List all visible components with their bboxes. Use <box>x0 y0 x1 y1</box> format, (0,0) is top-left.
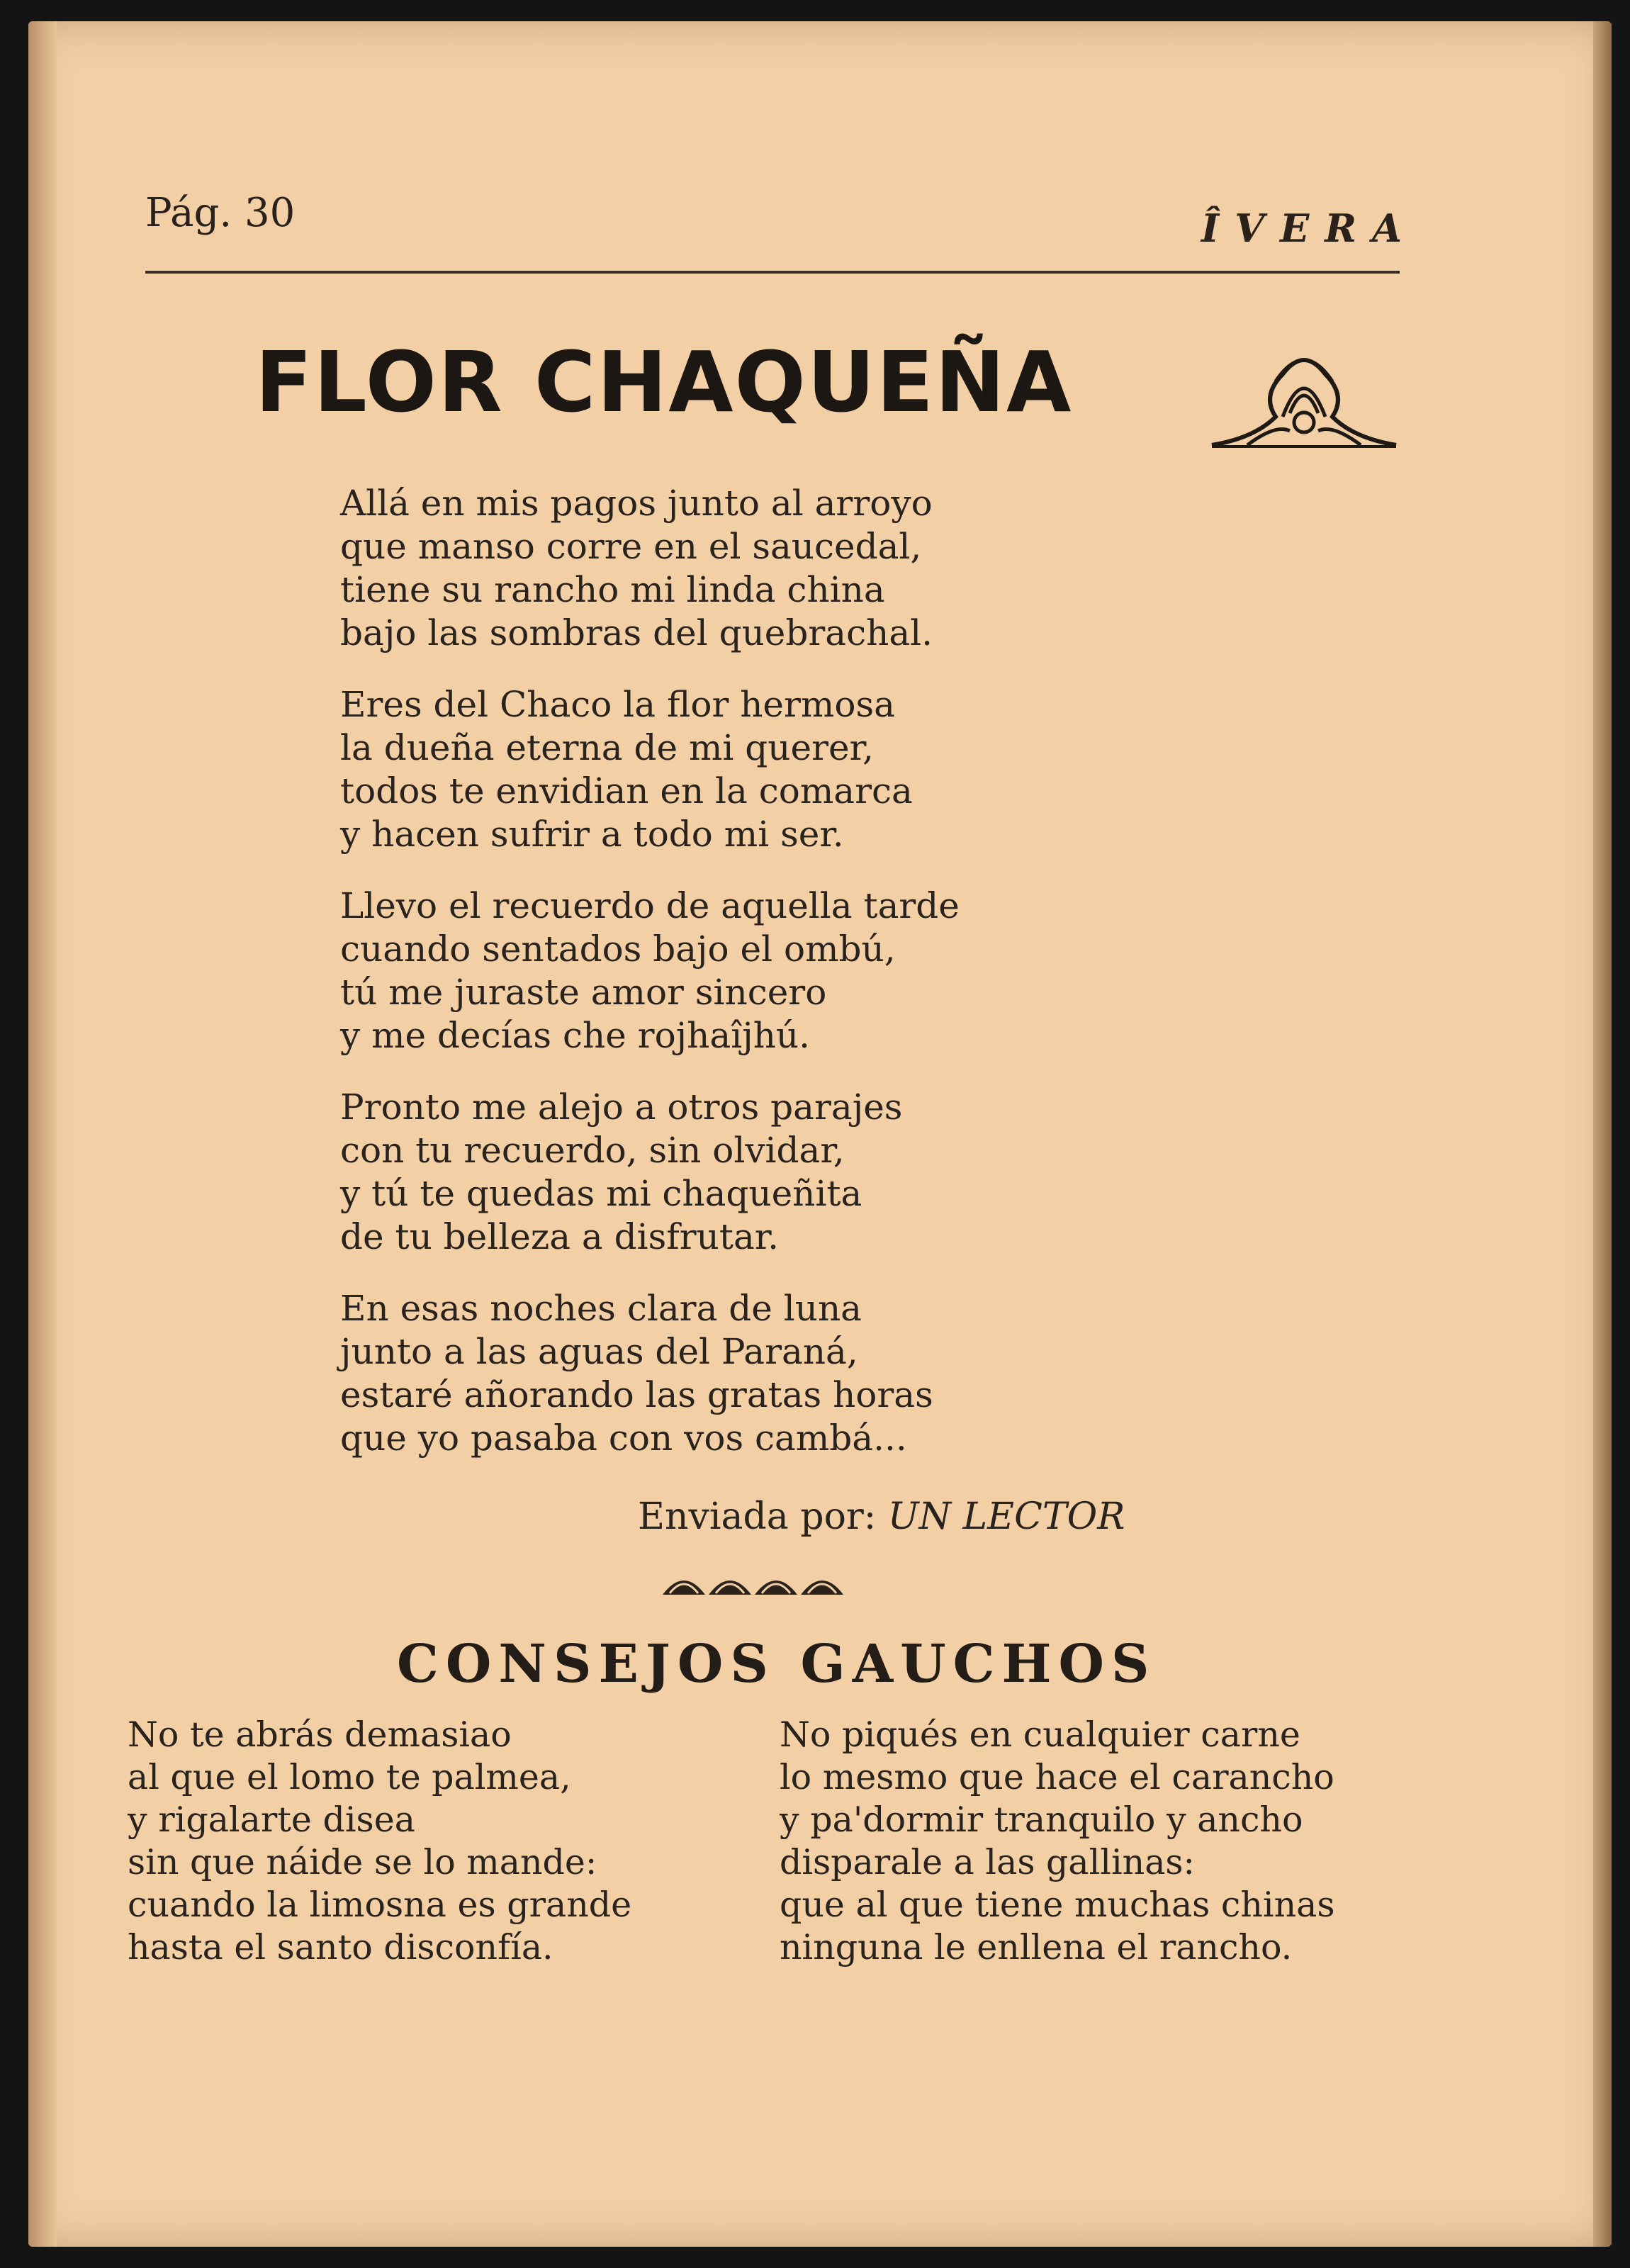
poem-line: la dueña eterna de mi querer, <box>340 727 874 768</box>
poem-line: con tu recuerdo, sin olvidar, <box>340 1130 845 1171</box>
verse-line: ninguna le enllena el rancho. <box>780 1927 1293 1967</box>
poem-line: cuando sentados bajo el ombú, <box>340 928 896 970</box>
poem-stanza <box>340 683 1106 856</box>
verse-line: sin que náide se lo mande: <box>128 1842 597 1882</box>
magazine-name: ÎVERA <box>1201 206 1417 251</box>
poem-line: bajo las sombras del quebrachal. <box>340 612 933 653</box>
poem-line: y me decías che rojhaîjhú. <box>340 1015 810 1056</box>
verse-line: al que el lomo te palmea, <box>128 1757 571 1797</box>
verse-line: que al que tiene muchas chinas <box>780 1885 1335 1925</box>
verse-line: No piqués en cualquier carne <box>780 1714 1300 1755</box>
poem-line: En esas noches clara de luna <box>340 1288 862 1329</box>
poem-stanza <box>340 1287 1106 1460</box>
verse-line: y pa'dormir tranquilo y ancho <box>780 1800 1303 1840</box>
header-rule <box>145 271 1400 274</box>
poem-line: que yo pasaba con vos cambá... <box>340 1418 907 1459</box>
poem-stanza <box>340 1086 1106 1259</box>
verse-column-right <box>780 1714 1335 1969</box>
section-title: CONSEJOS GAUCHOS <box>397 1634 1157 1695</box>
poem-line: junto a las aguas del Paraná, <box>340 1331 858 1372</box>
poem-title: FLOR CHAQUEÑA <box>255 333 1073 431</box>
verse-line: lo mesmo que hace el carancho <box>780 1757 1334 1797</box>
poem-line: de tu belleza a disfrutar. <box>340 1216 780 1257</box>
poem-line: Eres del Chaco la flor hermosa <box>340 684 895 725</box>
verse-column-left <box>128 1714 631 1969</box>
poem-line: que manso corre en el saucedal, <box>340 526 922 567</box>
page-left-edge <box>28 21 57 2247</box>
poem-line: Llevo el recuerdo de aquella tarde <box>340 885 960 926</box>
page-spine <box>1593 21 1612 2247</box>
credit-author: UN LECTOR <box>887 1495 1125 1538</box>
poem-line: tú me juraste amor sincero <box>340 972 827 1013</box>
fan-ornament-icon <box>1205 339 1403 452</box>
poem-line: estaré añorando las gratas horas <box>340 1374 933 1415</box>
poem-line: Allá en mis pagos junto al arroyo <box>340 483 933 524</box>
credit-label: Enviada por: <box>638 1495 877 1538</box>
poem-line: y hacen sufrir a todo mi ser. <box>340 814 844 855</box>
poem-stanza <box>340 482 1106 655</box>
scallop-divider-icon <box>659 1566 850 1598</box>
poem-line: y tú te quedas mi chaqueñita <box>340 1173 862 1214</box>
poem-stanza <box>340 885 1106 1057</box>
verse-line: No te abrás demasiao <box>128 1714 512 1755</box>
verse-line: cuando la limosna es grande <box>128 1885 632 1925</box>
verse-line: hasta el santo disconfía. <box>128 1927 553 1967</box>
poem-line: todos te envidian en la comarca <box>340 770 913 812</box>
verse-line: y rigalarte disea <box>128 1800 415 1840</box>
verse-line: disparale a las gallinas: <box>780 1842 1196 1882</box>
page-number: Pág. 30 <box>145 190 296 236</box>
poem-credit <box>638 1495 1125 1538</box>
poem-body <box>340 482 1106 1488</box>
poem-line: tiene su rancho mi linda china <box>340 569 885 610</box>
poem-line: Pronto me alejo a otros parajes <box>340 1087 903 1128</box>
